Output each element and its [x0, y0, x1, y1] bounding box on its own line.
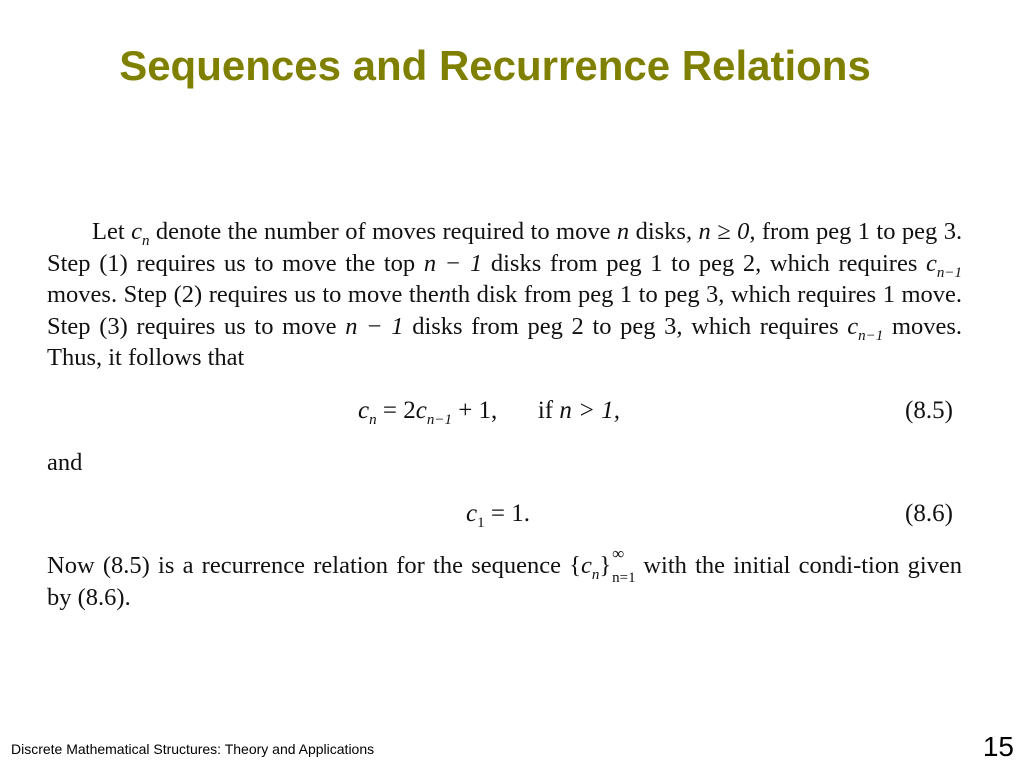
equation-number: (8.6) — [905, 500, 953, 527]
text-and: and — [47, 449, 83, 476]
text: th disk from peg 1 to peg 3, which requires 1 move. Step (3) requires us to move — [47, 281, 962, 340]
footer-text: Discrete Mathematical Structures: Theory and Applications — [11, 741, 375, 757]
page-number: 15 — [982, 731, 1014, 762]
text: denote the number of moves required to move — [155, 218, 611, 245]
text: disks, — [635, 218, 693, 245]
text: Now (8.5) is a recurrence relation for the sequence — [47, 552, 561, 579]
text-let: Let — [92, 218, 125, 245]
var-c-n-1: $c_{n-1}$ — [926, 249, 963, 281]
text: from peg 1 to peg 3. Step (1) requires us to move the top — [47, 218, 963, 277]
text: disks from peg 1 to peg 2, which requires — [490, 249, 918, 277]
var-c: $c_n$ — [131, 218, 150, 249]
problem-paragraph — [47, 216, 962, 374]
var-n: n — [616, 218, 630, 245]
text: with the initial condi-tion given by (8.6). — [47, 552, 962, 611]
expr-n-minus-1: n − 1 — [345, 312, 404, 340]
text: moves. Step (2) requires us to move the — [47, 281, 439, 308]
var-c-n-1: $c_{n-1}$ — [847, 312, 884, 344]
condition: n ≥ 0, — [698, 218, 756, 245]
sequence-notation: $\{c_n\}$ ∞ n=1 — [569, 544, 636, 586]
equation-8-6: $c_1 = 1$. — [466, 500, 530, 531]
equation-8-5: $c_n = 2c_{n-1} + 1$, if n > 1, — [358, 397, 620, 428]
expr-n-minus-1: n − 1 — [423, 249, 483, 277]
var-n: n — [438, 281, 452, 308]
slide-title: Sequences and Recurrence Relations — [119, 42, 871, 89]
text: moves. Thus, it follows that — [47, 312, 963, 371]
text: disks from peg 2 to peg 3, which requires — [412, 312, 839, 340]
conclusion-paragraph — [47, 544, 962, 613]
equation-number: (8.5) — [905, 397, 953, 424]
